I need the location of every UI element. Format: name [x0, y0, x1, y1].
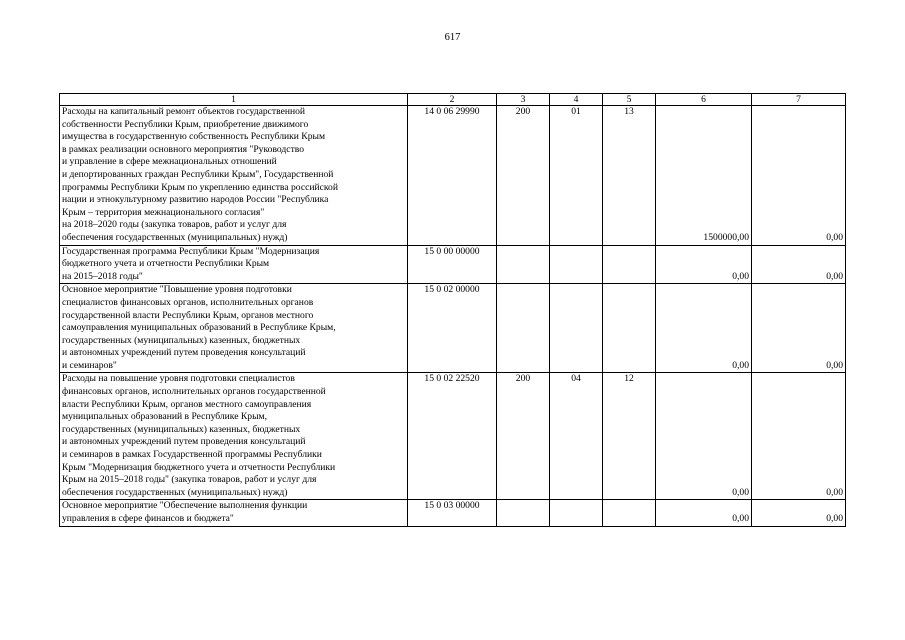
- row-col-4: 01: [550, 106, 603, 246]
- header-cell-3: 3: [497, 94, 550, 106]
- row-col-3: [497, 245, 550, 284]
- row-col-5: 12: [603, 373, 656, 500]
- row-amount-7: 0,00: [752, 284, 846, 373]
- row-target-code: 15 0 02 00000: [408, 284, 497, 373]
- row-amount-6: 0,00: [656, 500, 752, 526]
- row-col-4: [550, 284, 603, 373]
- table-row: [60, 284, 846, 373]
- header-cell-6: 6: [656, 94, 752, 106]
- header-cell-5: 5: [603, 94, 656, 106]
- row-col-3: [497, 284, 550, 373]
- table-row: [60, 373, 846, 500]
- row-target-code: 15 0 03 00000: [408, 500, 497, 526]
- table-row: [60, 500, 846, 526]
- row-amount-6: 0,00: [656, 373, 752, 500]
- row-target-code: 14 0 06 29990: [408, 106, 497, 246]
- row-amount-6: 0,00: [656, 284, 752, 373]
- row-amount-6: 0,00: [656, 245, 752, 284]
- row-amount-7: 0,00: [752, 373, 846, 500]
- row-col-5: [603, 284, 656, 373]
- row-name: Расходы на повышение уровня подготовки специалистов финансовых органов, исполнительных органов государственной власти Республики Крым, органов местного самоуправления муниципальных образований в Республике Крым, государственных (муниципальных) казенных, бюджетных и автономных учреждений путем проведения консультаций и семинаров в рамках Государственной программы Республики Крым "Модернизация бюджетного учета и отчетности Республики Крым на 2015–2018 годы" (закупка товаров, работ и услуг для обеспечения государственных (муниципальных) нужд): [60, 373, 408, 500]
- row-name: Государственная программа Республики Крым "Модернизация бюджетного учета и отчетности Республики Крым на 2015–2018 годы": [60, 245, 408, 284]
- row-name: Расходы на капитальный ремонт объектов государственной собственности Республики Крым, приобретение движимого имущества в государственную собственность Республики Крым в рамках реализации основного мероприятия "Руководство и управление в сфере межнациональных отношений и депортированных граждан Республики Крым", Государственной программы Республики Крым по укреплению единства российской нации и этнокультурному развитию народов России "Республика Крым – территория межнационального согласия" на 2018–2020 годы (закупка товаров, работ и услуг для обеспечения государственных (муниципальных) нужд): [60, 106, 408, 246]
- row-name: Основное мероприятие "Повышение уровня подготовки специалистов финансовых органов, исполнительных органов государственной власти Республики Крым, органов местного самоуправления муниципальных образований в Республике Крым, государственных (муниципальных) казенных, бюджетных и автономных учреждений путем проведения консультаций и семинаров": [60, 284, 408, 373]
- table-header-row: [60, 94, 846, 106]
- row-col-3: [497, 500, 550, 526]
- table-row: [60, 245, 846, 284]
- row-target-code: 15 0 02 22520: [408, 373, 497, 500]
- row-col-5: 13: [603, 106, 656, 246]
- row-amount-7: 0,00: [752, 245, 846, 284]
- row-col-4: [550, 500, 603, 526]
- header-cell-4: 4: [550, 94, 603, 106]
- row-target-code: 15 0 00 00000: [408, 245, 497, 284]
- header-cell-2: 2: [408, 94, 497, 106]
- row-col-3: 200: [497, 106, 550, 246]
- row-col-4: 04: [550, 373, 603, 500]
- row-amount-6: 1500000,00: [656, 106, 752, 246]
- row-col-4: [550, 245, 603, 284]
- budget-table: [59, 93, 846, 527]
- page-number: 617: [444, 32, 461, 43]
- header-cell-7: 7: [752, 94, 846, 106]
- row-name: Основное мероприятие "Обеспечение выполнения функции управления в сфере финансов и бюджета": [60, 500, 408, 526]
- row-col-5: [603, 500, 656, 526]
- row-col-3: 200: [497, 373, 550, 500]
- row-amount-7: 0,00: [752, 106, 846, 246]
- row-amount-7: 0,00: [752, 500, 846, 526]
- header-cell-1: 1: [60, 94, 408, 106]
- table-row: [60, 106, 846, 246]
- row-col-5: [603, 245, 656, 284]
